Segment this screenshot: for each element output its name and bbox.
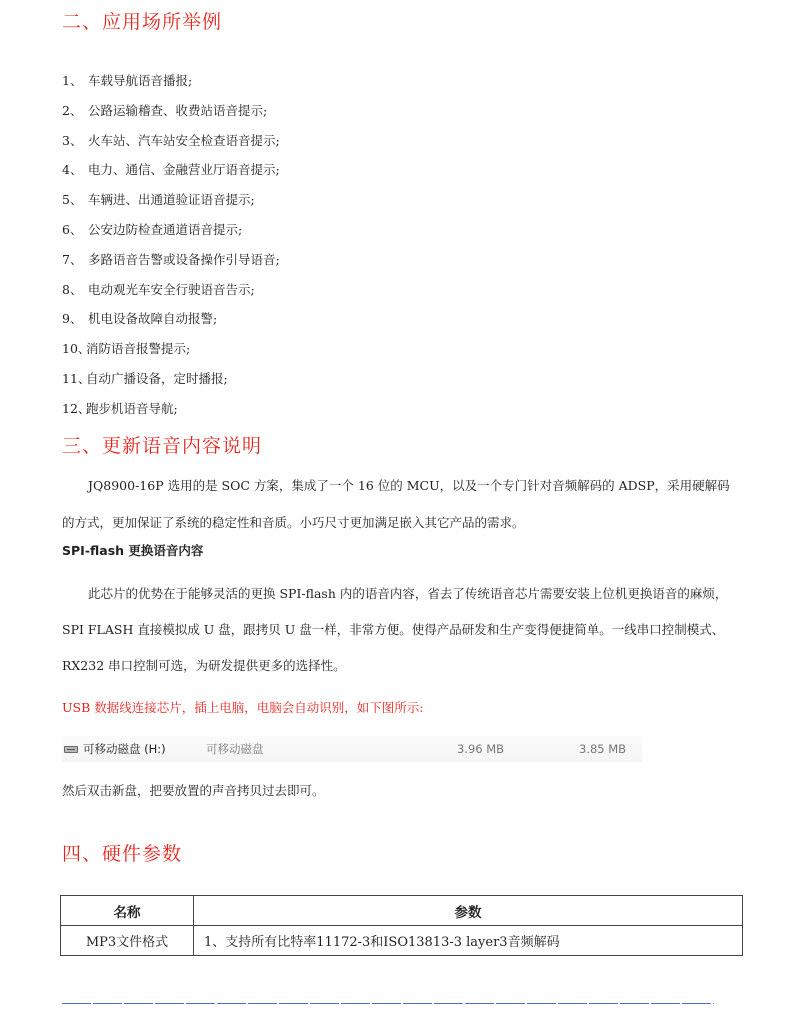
list-item (62, 245, 280, 275)
list-item-text: 消防语音报警提示; (86, 341, 191, 357)
table-cell-name: MP3文件格式 (61, 926, 194, 956)
list-item-text: 自动广播设备，定时播报; (86, 370, 228, 386)
drive-name: 可移动磁盘 (H:) (83, 742, 166, 756)
list-item-number: 2、 (62, 102, 83, 118)
list-item (62, 304, 280, 334)
list-item-number: 9、 (62, 311, 83, 327)
list-item-text: 公路运输稽查、收费站语音提示; (88, 102, 268, 118)
list-item (62, 275, 280, 305)
list-item-number: 8、 (62, 281, 83, 297)
table-cell-param: 1、支持所有比特率11172-3和ISO13813-3 layer3音频解码 (194, 926, 743, 956)
list-item-number: 12、 (62, 400, 91, 416)
list-item-text: 公安边防检查通道语音提示; (88, 221, 243, 237)
list-item-text: 电动观光车安全行驶语音告示; (88, 281, 255, 297)
drive-total-size: 3.96 MB (457, 742, 505, 756)
list-item-number: 10、 (62, 341, 91, 357)
list-item-text: 多路语音告警或设备操作引导语音; (88, 251, 280, 267)
list-item (62, 394, 280, 424)
list-item-number: 6、 (62, 221, 83, 237)
section-4-title: 四、硬件参数 (62, 843, 183, 865)
footer-divider (62, 1003, 714, 1004)
usb-note: USB 数据线连接芯片，插上电脑，电脑会自动识别，如下图所示: (62, 700, 424, 715)
table-header-param: 参数 (194, 896, 743, 926)
list-item-number: 3、 (62, 132, 83, 148)
list-item (62, 215, 280, 245)
list-item-text: 火车站、汽车站安全检查语音提示; (88, 132, 280, 148)
drive-row[interactable] (62, 736, 642, 762)
list-item (62, 155, 280, 185)
list-item-text: 车辆进、出通道验证语音提示; (88, 192, 255, 208)
intro-paragraph: JQ8900-16P 选用的是 SOC 方案，集成了一个 16 位的 MCU，以及一个专门针对音频解码的 ADSP，采用硬解码的方式，更加保证了系统的稳定性和音质。小巧尺寸更加满足嵌入其它产品的需求。 (62, 478, 730, 530)
table-header-name: 名称 (61, 896, 194, 926)
list-item (62, 185, 280, 215)
subheading: SPI-flash 更换语音内容 (62, 543, 204, 558)
list-item-text: 车载导航语音播报; (88, 73, 193, 88)
list-item (62, 126, 280, 156)
application-list (62, 66, 280, 424)
list-item (62, 364, 280, 394)
list-item (62, 66, 280, 96)
list-item-number: 1、 (62, 73, 83, 88)
spi-flash-paragraph: 此芯片的优势在于能够灵活的更换 SPI-flash 内的语音内容，省去了传统语音芯片需要安装上位机更换语音的麻烦，SPI FLASH 直接模拟成 U 盘，跟拷贝 U 盘一样，非常方便。使得产品研发和生产变得便捷简单。一线串口控制模式、RX232 串口控制可选，为研发提供更多的选择性。 (62, 586, 728, 673)
list-item (62, 334, 280, 364)
section-3-title: 三、更新语音内容说明 (62, 435, 263, 457)
list-item-number: 5、 (62, 192, 83, 208)
section-2-title: 二、应用场所举例 (62, 11, 223, 33)
list-item-number: 4、 (62, 162, 83, 178)
list-item (62, 96, 280, 126)
list-item-number: 7、 (62, 251, 83, 267)
table-row (61, 926, 743, 956)
table-header-row (61, 896, 743, 926)
removable-drive-icon (64, 744, 78, 754)
list-item-text: 跑步机语音导航; (86, 400, 178, 416)
drive-type: 可移动磁盘 (206, 742, 264, 756)
list-item-text: 机电设备故障自动报警; (88, 311, 218, 327)
list-item-text: 电力、通信、金融营业厅语音提示; (88, 162, 280, 178)
drive-free-space: 3.85 MB (579, 742, 627, 756)
list-item-number: 11、 (62, 370, 91, 386)
hardware-params-table (60, 895, 743, 956)
copy-instruction: 然后双击新盘，把要放置的声音拷贝过去即可。 (62, 783, 325, 798)
